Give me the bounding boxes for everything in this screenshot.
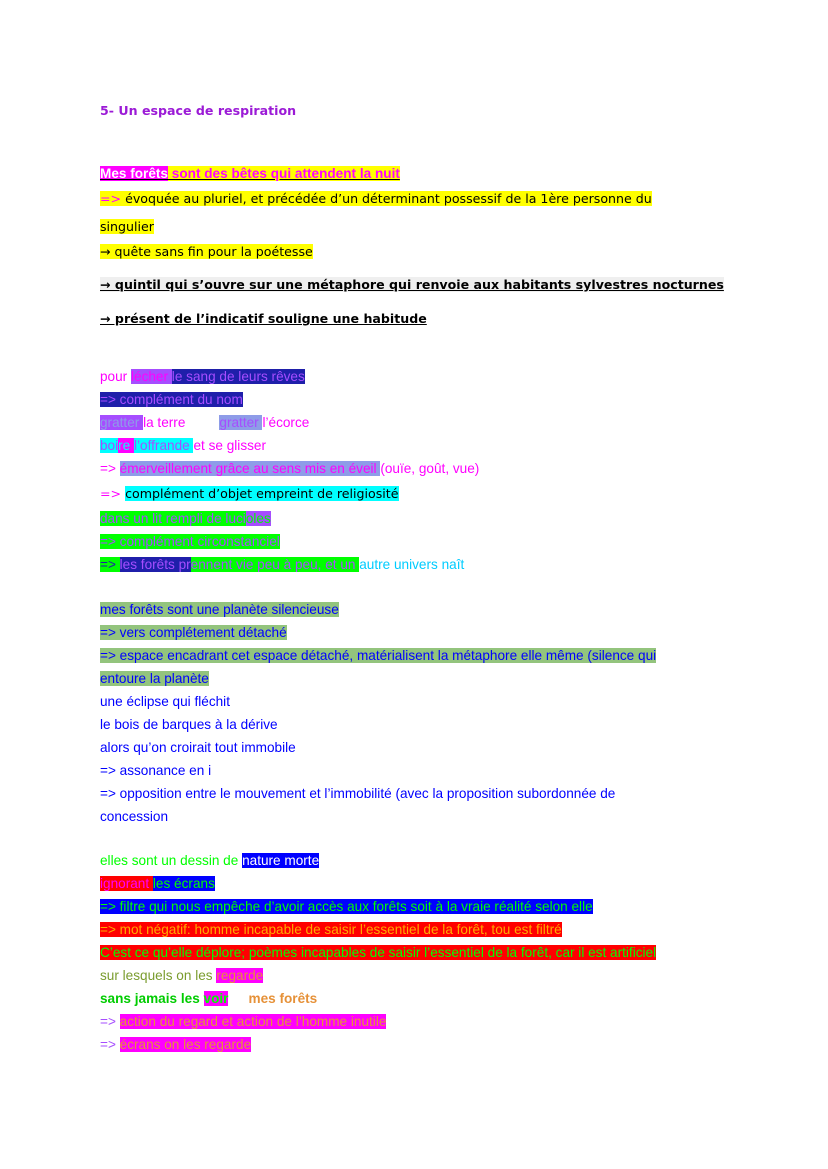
text-run: → présent de l’indicatif souligne une habitude bbox=[100, 311, 427, 326]
highlight-phrase: écrans on les regarde bbox=[119, 1037, 252, 1052]
s2-line-5 bbox=[100, 459, 479, 481]
s3-line-6: le bois de barques à la dérive bbox=[100, 717, 278, 732]
arrow-prefix: => bbox=[100, 486, 126, 501]
s1-line-4 bbox=[100, 242, 313, 264]
arrow-prefix: => bbox=[100, 1037, 120, 1052]
s3-line-2 bbox=[100, 623, 287, 645]
text-run: elles sont un dessin de bbox=[100, 853, 243, 868]
s2-line-2 bbox=[100, 390, 243, 412]
highlight-phrase: regarde bbox=[216, 968, 264, 983]
s3-line-4 bbox=[100, 669, 209, 691]
highlight-phrase: sont des bêtes qui attendent la nuit bbox=[168, 166, 400, 181]
highlight-phrase: dans un lit rempli de luci bbox=[100, 511, 246, 526]
s2-line-9 bbox=[100, 555, 464, 577]
highlight-phrase: gratter bbox=[100, 415, 144, 430]
s3-line-10: concession bbox=[100, 809, 169, 824]
s2-line-7 bbox=[100, 509, 271, 531]
highlight-phrase: => espace encadrant cet espace détaché, matérialisent la métaphore elle même (silence qui bbox=[100, 648, 657, 663]
arrow-prefix: => bbox=[100, 1014, 120, 1029]
text-run: évoquée au pluriel, et précédée d’un déterminant possessif de la 1ère personne du bbox=[125, 191, 652, 206]
text-run: → quintil qui s’ouvre sur une métaphore qui renvoie aux habitants sylvestres nocturnes bbox=[100, 277, 724, 292]
highlight-phrase: C’est ce qu’elle déplore; poèmes incapables de saisir l’essentiel de la forêt, car il est artificiel bbox=[100, 945, 657, 960]
highlight-phrase: => complément du nom bbox=[100, 392, 243, 407]
highlight-phrase: l’offrande bbox=[134, 438, 194, 453]
highlight-phrase: complément d’objet empreint de religiosité bbox=[125, 486, 399, 501]
s4-line-1 bbox=[100, 851, 319, 873]
text-run: et se glisser bbox=[193, 438, 266, 453]
highlight-phrase: ignorant bbox=[100, 876, 153, 891]
text-run: → quête sans fin pour la poétesse bbox=[100, 244, 313, 259]
s4-line-3 bbox=[100, 897, 593, 919]
highlight-phrase: émerveillement grâce au sens mis en éveil bbox=[119, 461, 381, 476]
s1-line-1 bbox=[100, 164, 400, 186]
s2-line-8 bbox=[100, 532, 280, 554]
arrow-prefix: => bbox=[100, 557, 120, 572]
highlight-phrase: => filtre qui nous empêche d’avoir accès aux forêts soit à la vraie réalité selon elle bbox=[100, 899, 593, 914]
s3-line-5: une éclipse qui fléchit bbox=[100, 694, 230, 709]
arrow-prefix: => bbox=[100, 461, 120, 476]
highlight-phrase: action du regard et action de l’homme inutile bbox=[119, 1014, 387, 1029]
text-run: (ouïe, goût, vue) bbox=[380, 461, 480, 476]
highlight-phrase: => complément circonstanciel bbox=[100, 534, 280, 549]
s4-line-6 bbox=[100, 966, 263, 988]
highlight-phrase: mes forêts sont une planète silencieuse bbox=[100, 602, 339, 617]
highlight-phrase: le sang de leurs rêves bbox=[171, 369, 305, 384]
text-run: autre univers naît bbox=[359, 557, 465, 572]
s3-line-7: alors qu’on croirait tout immobile bbox=[100, 740, 296, 755]
section-heading: 5- Un espace de respiration bbox=[100, 103, 297, 118]
highlight-phrase: Mes forêts bbox=[100, 166, 168, 181]
s4-line-5 bbox=[100, 943, 656, 965]
highlight-phrase: oles bbox=[245, 511, 271, 526]
highlight-phrase: entoure la planète bbox=[100, 671, 209, 686]
s1-line-5 bbox=[100, 275, 724, 297]
s4-line-4 bbox=[100, 920, 562, 942]
s3-line-1 bbox=[100, 600, 339, 622]
highlight-phrase: gratter bbox=[219, 415, 263, 430]
text-run: sans jamais les bbox=[100, 991, 204, 1006]
highlight-phrase: les forêts pr bbox=[119, 557, 191, 572]
s4-line-2 bbox=[100, 874, 215, 896]
text-run: l’écorce bbox=[262, 415, 310, 430]
s2-line-6 bbox=[100, 484, 399, 506]
s4-line-9 bbox=[100, 1035, 251, 1057]
text-run: pour bbox=[100, 369, 131, 384]
s2-line-3 bbox=[100, 413, 309, 435]
text-run: mes forêts bbox=[248, 991, 318, 1006]
highlight-phrase: les écrans bbox=[152, 876, 215, 891]
text-run: sur lesquels on les bbox=[100, 968, 217, 983]
s2-line-1 bbox=[100, 367, 305, 389]
text-run: singulier bbox=[100, 219, 154, 234]
s4-line-8 bbox=[100, 1012, 386, 1034]
highlight-phrase: lécher bbox=[130, 369, 172, 384]
s1-line-3 bbox=[100, 217, 154, 239]
s3-line-3 bbox=[100, 646, 656, 668]
s3-line-8: => assonance en i bbox=[100, 763, 212, 778]
s1-line-2 bbox=[100, 189, 652, 211]
highlight-phrase: nature morte bbox=[242, 853, 320, 868]
highlight-phrase: boi bbox=[100, 438, 119, 453]
arrow-prefix: => bbox=[100, 191, 126, 206]
highlight-phrase: => vers complétement détaché bbox=[100, 625, 287, 640]
highlight-phrase: => mot négatif: homme incapable de saisir l’essentiel de la forêt, tou est filtré bbox=[100, 922, 562, 937]
s1-line-6 bbox=[100, 309, 427, 331]
s4-line-7 bbox=[100, 989, 317, 1011]
text-run: la terre bbox=[143, 415, 186, 430]
highlight-phrase: ennent vie peu à peu, et un bbox=[190, 557, 360, 572]
highlight-phrase: voir bbox=[203, 991, 229, 1006]
s2-line-4 bbox=[100, 436, 266, 458]
highlight-phrase: re bbox=[118, 438, 135, 453]
s3-line-9: => opposition entre le mouvement et l’immobilité (avec la proposition subordonnée de bbox=[100, 786, 616, 801]
